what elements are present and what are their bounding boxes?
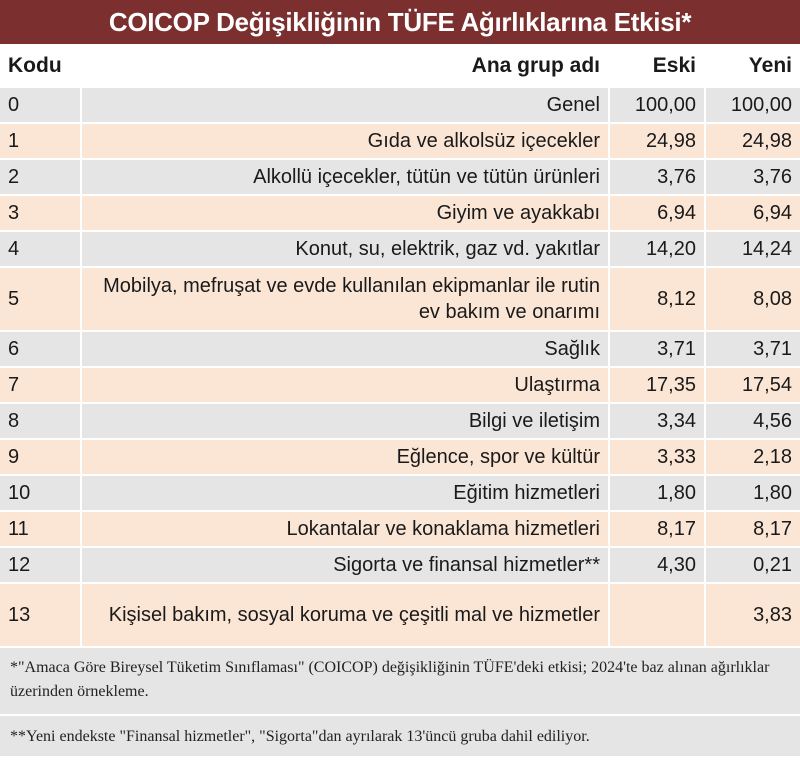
cell-new: 8,17 xyxy=(704,512,800,548)
cell-code: 4 xyxy=(0,232,80,268)
cell-new: 0,21 xyxy=(704,548,800,584)
cell-old: 3,34 xyxy=(608,404,704,440)
cell-code: 13 xyxy=(0,584,80,648)
cell-code: 9 xyxy=(0,440,80,476)
cell-name: Kişisel bakım, sosyal koruma ve çeşitli mal ve hizmetler xyxy=(80,584,608,648)
cell-new: 8,08 xyxy=(704,268,800,332)
cell-new: 14,24 xyxy=(704,232,800,268)
title-bar xyxy=(0,0,800,46)
cell-new: 3,83 xyxy=(704,584,800,648)
table-row xyxy=(0,368,800,404)
table-row xyxy=(0,196,800,232)
cell-new: 3,71 xyxy=(704,332,800,368)
table-row xyxy=(0,232,800,268)
cell-name: Konut, su, elektrik, gaz vd. yakıtlar xyxy=(80,232,608,268)
cell-code: 12 xyxy=(0,548,80,584)
cell-name: Sigorta ve finansal hizmetler** xyxy=(80,548,608,584)
cell-name: Alkollü içecekler, tütün ve tütün ürünleri xyxy=(80,160,608,196)
cell-new: 1,80 xyxy=(704,476,800,512)
table-row xyxy=(0,548,800,584)
header-name: Ana grup adı xyxy=(80,46,608,88)
page-title: COICOP Değişikliğinin TÜFE Ağırlıklarına Etkisi* xyxy=(108,6,692,37)
cell-old: 8,17 xyxy=(608,512,704,548)
table-row xyxy=(0,584,800,648)
cell-name: Eğitim hizmetleri xyxy=(80,476,608,512)
cell-name: Genel xyxy=(80,88,608,124)
footnote-1: *"Amaca Göre Bireysel Tüketim Sınıflaması" (COICOP) değişikliğinin TÜFE'deki etkisi; 2024'te baz alınan ağırlıklar üzerinden örnekleme. xyxy=(0,648,800,716)
cell-name: Bilgi ve iletişim xyxy=(80,404,608,440)
cell-code: 0 xyxy=(0,88,80,124)
cell-new: 4,56 xyxy=(704,404,800,440)
cell-old: 3,76 xyxy=(608,160,704,196)
cell-name: Mobilya, mefruşat ve evde kullanılan ekipmanlar ile rutin ev bakım ve onarımı xyxy=(80,268,608,332)
cell-code: 5 xyxy=(0,268,80,332)
cell-old: 6,94 xyxy=(608,196,704,232)
weights-table xyxy=(0,46,800,648)
cell-new: 17,54 xyxy=(704,368,800,404)
cell-name: Ulaştırma xyxy=(80,368,608,404)
cell-code: 2 xyxy=(0,160,80,196)
table-row xyxy=(0,88,800,124)
header-code: Kodu xyxy=(0,46,80,88)
cell-old xyxy=(608,584,704,648)
cell-name: Gıda ve alkolsüz içecekler xyxy=(80,124,608,160)
footnote-2: **Yeni endekste "Finansal hizmetler", "Sigorta"dan ayrılarak 13'üncü gruba dahil ediliyor. xyxy=(10,728,590,745)
cell-new: 100,00 xyxy=(704,88,800,124)
cell-old: 1,80 xyxy=(608,476,704,512)
cell-old: 100,00 xyxy=(608,88,704,124)
cell-old: 3,71 xyxy=(608,332,704,368)
footnotes xyxy=(0,648,800,756)
table-row xyxy=(0,476,800,512)
table-row xyxy=(0,268,800,332)
cell-old: 3,33 xyxy=(608,440,704,476)
cell-name: Eğlence, spor ve kültür xyxy=(80,440,608,476)
cell-code: 8 xyxy=(0,404,80,440)
table-row xyxy=(0,440,800,476)
cell-name: Giyim ve ayakkabı xyxy=(80,196,608,232)
cell-code: 1 xyxy=(0,124,80,160)
cell-code: 11 xyxy=(0,512,80,548)
table-row xyxy=(0,512,800,548)
table-row xyxy=(0,124,800,160)
table-row xyxy=(0,404,800,440)
header-old: Eski xyxy=(608,46,704,88)
table-row xyxy=(0,160,800,196)
header-new: Yeni xyxy=(704,46,800,88)
cell-old: 8,12 xyxy=(608,268,704,332)
cell-old: 4,30 xyxy=(608,548,704,584)
table-row xyxy=(0,332,800,368)
cell-old: 17,35 xyxy=(608,368,704,404)
header-row xyxy=(0,46,800,88)
cell-new: 2,18 xyxy=(704,440,800,476)
cell-code: 3 xyxy=(0,196,80,232)
cell-old: 24,98 xyxy=(608,124,704,160)
cell-name: Sağlık xyxy=(80,332,608,368)
cell-code: 7 xyxy=(0,368,80,404)
cell-old: 14,20 xyxy=(608,232,704,268)
cell-new: 3,76 xyxy=(704,160,800,196)
cell-code: 6 xyxy=(0,332,80,368)
cell-new: 6,94 xyxy=(704,196,800,232)
cell-new: 24,98 xyxy=(704,124,800,160)
cell-code: 10 xyxy=(0,476,80,512)
cell-name: Lokantalar ve konaklama hizmetleri xyxy=(80,512,608,548)
